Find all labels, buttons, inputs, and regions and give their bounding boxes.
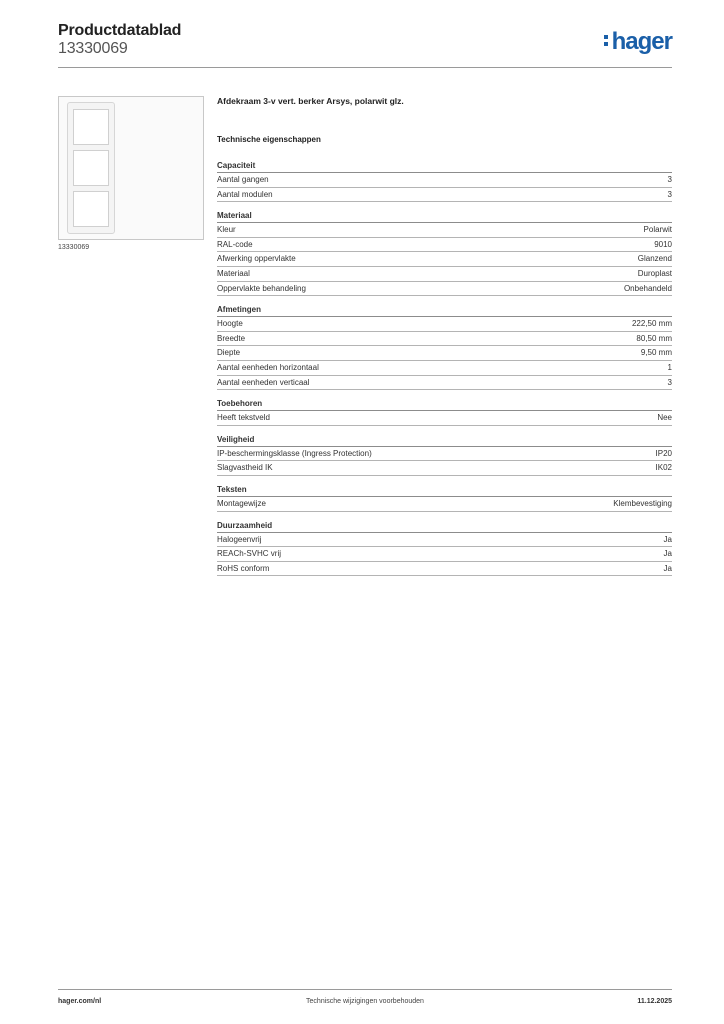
spec-sections: [217, 160, 672, 576]
header-divider: [58, 67, 672, 68]
spec-value: 80,50 mm: [636, 333, 672, 343]
spec-value: Duroplast: [637, 268, 672, 278]
spec-row: [217, 252, 672, 267]
spec-label: RAL-code: [217, 239, 253, 249]
spec-row: [217, 267, 672, 282]
spec-row: [217, 497, 672, 512]
spec-section: [217, 434, 672, 476]
frame-opening: [73, 150, 109, 186]
tech-properties-heading: Technische eigenschappen: [217, 135, 321, 144]
spec-row: [217, 361, 672, 376]
section-title: Afmetingen: [217, 304, 672, 317]
spec-label: Aantal modulen: [217, 189, 273, 199]
cover-frame-icon: [67, 102, 115, 234]
spec-value: 9,50 mm: [640, 348, 672, 358]
spec-label: Kleur: [217, 225, 236, 235]
spec-label: Aantal gangen: [217, 175, 269, 184]
spec-content: [217, 95, 672, 584]
spec-value: Ja: [663, 563, 672, 573]
spec-value: Ja: [663, 549, 672, 559]
spec-value: Glanzend: [637, 254, 672, 264]
spec-value: 3: [667, 175, 672, 184]
spec-value: IK02: [655, 463, 672, 473]
spec-label: Oppervlakte behandeling: [217, 283, 306, 293]
spec-label: Montagewijze: [217, 498, 266, 508]
spec-label: Heeft tekstveld: [217, 413, 270, 423]
page-header: [58, 20, 672, 68]
spec-row: [217, 533, 672, 548]
spec-label: Breedte: [217, 333, 246, 343]
spec-row: [217, 238, 672, 253]
spec-value: 3: [667, 189, 672, 199]
spec-row: [217, 223, 672, 238]
footer-divider: [58, 989, 672, 990]
hager-logo: [604, 28, 672, 56]
spec-row: [217, 188, 672, 203]
spec-section: [217, 160, 672, 202]
section-title: Veiligheid: [217, 434, 672, 447]
spec-section: [217, 520, 672, 577]
product-description: Afdekraam 3-v vert. berker Arsys, polarwit glz.: [217, 96, 404, 106]
spec-label: Aantal eenheden verticaal: [217, 377, 310, 387]
spec-row: [217, 411, 672, 426]
spec-value: Klembevestiging: [613, 498, 672, 508]
spec-value: Onbehandeld: [623, 283, 672, 293]
spec-label: Halogeenvrij: [217, 534, 262, 544]
frame-opening: [73, 191, 109, 227]
spec-row: [217, 346, 672, 361]
logo-text: hager: [611, 28, 672, 55]
product-number: 13330069: [58, 40, 128, 57]
spec-row: [217, 447, 672, 462]
spec-value: 1: [667, 362, 672, 372]
section-title: Teksten: [217, 484, 672, 497]
spec-value: 222,50 mm: [631, 319, 672, 329]
spec-label: IP-beschermingsklasse (Ingress Protection): [217, 448, 372, 458]
spec-row: [217, 173, 672, 188]
spec-value: IP20: [655, 448, 672, 458]
spec-row: [217, 332, 672, 347]
spec-row: [217, 282, 672, 297]
spec-value: Ja: [663, 534, 672, 544]
frame-opening: [73, 109, 109, 145]
spec-label: Hoogte: [217, 319, 243, 329]
spec-row: [217, 376, 672, 391]
image-caption: 13330069: [58, 244, 90, 251]
logo-dots-icon: [604, 32, 610, 49]
section-title: Capaciteit: [217, 160, 672, 173]
spec-section: [217, 398, 672, 426]
document-title: Productdatablad: [58, 22, 182, 39]
page-footer: [58, 998, 672, 1010]
spec-label: Aantal eenheden horizontaal: [217, 362, 319, 372]
spec-label: RoHS conform: [217, 563, 270, 573]
spec-label: Diepte: [217, 348, 241, 358]
section-title: Materiaal: [217, 210, 672, 223]
spec-value: Polarwit: [643, 225, 672, 235]
spec-row: [217, 562, 672, 577]
section-title: Toebehoren: [217, 398, 672, 411]
spec-value: Nee: [657, 413, 672, 423]
spec-row: [217, 317, 672, 332]
footer-notice: Technische wijzigingen voorbehouden: [306, 998, 424, 1005]
spec-value: 9010: [654, 239, 672, 249]
spec-section: [217, 210, 672, 296]
section-title: Duurzaamheid: [217, 520, 672, 533]
spec-label: REACh-SVHC vrij: [217, 549, 282, 559]
footer-date: 11.12.2025: [637, 998, 672, 1005]
spec-section: [217, 304, 672, 390]
product-image: [58, 96, 204, 240]
spec-row: [217, 547, 672, 562]
spec-value: 3: [667, 377, 672, 387]
spec-section: [217, 484, 672, 512]
spec-label: Slagvastheid IK: [217, 463, 273, 473]
spec-row: [217, 461, 672, 476]
footer-website-link[interactable]: hager.com/nl: [58, 998, 102, 1005]
spec-label: Materiaal: [217, 268, 250, 278]
spec-label: Afwerking oppervlakte: [217, 254, 296, 264]
